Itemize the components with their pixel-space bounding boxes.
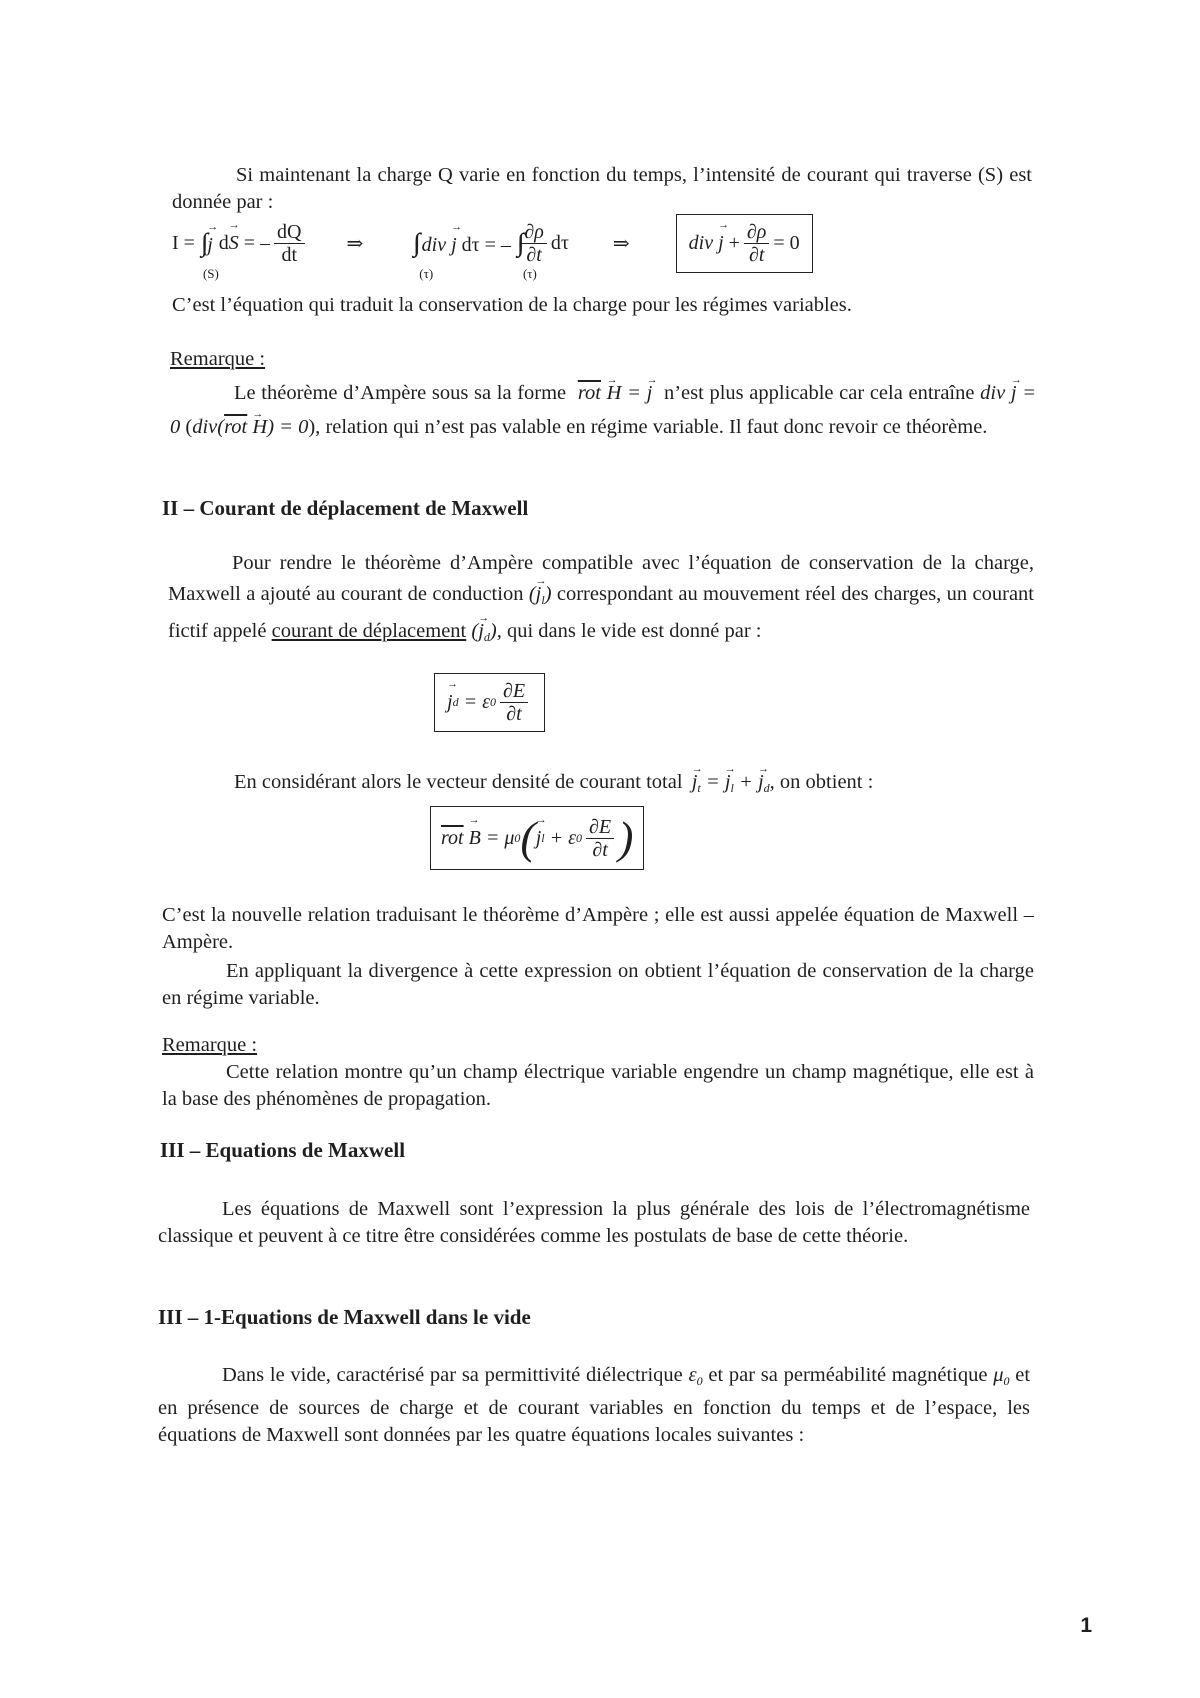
- remark-ampere: Le théorème d’Ampère sous sa la forme $\overline{rot} \to H$ = → j n’est plus applicable car cela entraîne div → j = 0 $(div(\overline{rot} \to H) = 0)$, relation qui n’est pas valable en régime variable. Il faut donc revoir ce théorème.: [170, 376, 1036, 444]
- paragraph-maxwell-ampere: C’est la nouvelle relation traduisant le théorème d’Ampère ; elle est aussi appelée équation de Maxwell – Ampère.: [162, 904, 1034, 953]
- eq-I: I =: [172, 231, 195, 254]
- remark-title-1: Remarque :: [170, 348, 266, 370]
- boxed-continuity-equation: div → j + $\frac{\partial\rho}{\partial t}$ = 0: [676, 214, 813, 273]
- paragraph-total-current: En considérant alors le vecteur densité de courant total → $j_t$ = → $j_l$ + → $j_d$, on obtient :: [234, 769, 1034, 802]
- equation-maxwell-ampere: [430, 806, 644, 870]
- remark-propagation: Cette relation montre qu’un champ électrique variable engendre un champ magnétique, elle est à la base des phénomènes de propagation.: [162, 1061, 1034, 1110]
- paragraph-displacement: Pour rendre le théorème d’Ampère compatible avec l’équation de conservation de la charge, Maxwell a ajouté au courant de conduction (→ $j_l$) correspondant au mouvement réel des charges, un courant fictif appelé courant de déplacement (→ $j_d$), qui dans le vide est donné par :: [168, 548, 1034, 653]
- remark-title-2: Remarque :: [162, 1034, 258, 1056]
- paragraph-vacuum: Dans le vide, caractérisé par sa permittivité diélectrique $\varepsilon_0$ et par sa perméabilité magnétique $\mu_0$ et en présence de sources de charge et de courant variables en fonction du temps et de l’espace, les équations de Maxwell sont données par les quatre équations locales suivantes :: [158, 1364, 1031, 1446]
- section-heading-maxwell-vacuum: III – 1-Equations de Maxwell dans le vide: [158, 1305, 531, 1329]
- section-heading-displacement: II – Courant de déplacement de Maxwell: [162, 496, 529, 520]
- boxed-displacement-current: → j d = ε 0 $\frac{\partial E}{\partial t}$: [434, 673, 545, 732]
- eq-dQ-dt: $\frac{dQ}{dt}$: [274, 221, 304, 266]
- paragraph-divergence: En appliquant la divergence à cette expression on obtient l’équation de conservation de la charge en régime variable.: [162, 960, 1034, 1009]
- page-number: 1: [1080, 1614, 1092, 1637]
- paragraph-charge-variation: Si maintenant la charge Q varie en fonction du temps, l’intensité de courant qui traverse (S) est donnée par :: [172, 164, 1032, 213]
- section-heading-maxwell-equations: III – Equations de Maxwell: [160, 1138, 406, 1162]
- eq-volume-integral: ∫∫∫ div → j dτ = – (τ): [413, 228, 511, 258]
- boxed-maxwell-ampere: $\overline{rot}$ → B = μ 0 ( → j l + ε 0 $\frac{\partial E}{\partial t}$ ): [430, 806, 644, 870]
- paragraph-maxwell-general: Les équations de Maxwell sont l’expression la plus générale des lois de l’électromagnétisme classique et peuvent à ce titre être considérées comme les postulats de base de cette théorie.: [158, 1198, 1030, 1247]
- eq-surface-integral: ∫∫ → j (S): [201, 228, 213, 258]
- paragraph-conservation: C’est l’équation qui traduit la conservation de la charge pour les régimes variables.: [172, 294, 852, 316]
- equation-continuity-derivation: I = ∫∫ → j (S) d→ S = – $\frac{dQ}{dt}$ ⇒ ∫∫∫ div → j dτ = – (τ) ∫∫∫ (τ) $\frac{\partial\rho}{\partial t}$ dτ ⇒ div → j + $\frac{\partial\rho}{\partial t}$ = 0: [172, 212, 952, 274]
- equation-displacement-current: [434, 673, 545, 732]
